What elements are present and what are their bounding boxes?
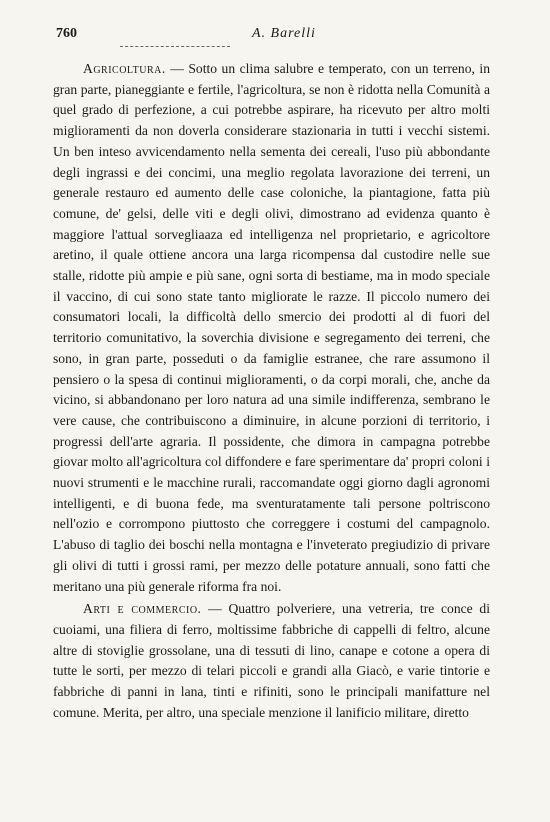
paragraph-text: — Quattro polveriere, una vetreria, tre conce di cuoiami, una filiera di ferro, moltissime fabbriche di cappelli di feltro, alcune altre di stoviglie grossolane, una di tessuti di lino, canape e cotone a opera di tutte le sorti, per mezzo di telari piccoli e grandi alla Giacò, e varie tintorie e fabbriche di panni in lana, tinti e rifiniti, sono le principali manifatture nel comune. Merita, per altro, una speciale menzione il lanificio militare, diretto — [53, 601, 490, 720]
page-header — [56, 26, 496, 46]
paragraph-agricoltura — [53, 59, 490, 597]
paragraph-text: — Sotto un clima salubre e temperato, con un terreno, in gran parte, pianeggiante e fertile, l'agricoltura, se non è ridotta nella Comunità a quel grado di perfezione, a cui potrebbe aspirare, ha ricevuto per altro molti miglioramenti da non doverla considerare stazionaria in tutti i vecchi sistemi. Un ben inteso avvicendamento nella sementa dei cereali, l'uso più abbondante degli ingrassi e dei concimi, una meglio regolata lavorazione dei terreni, un generale restauro ed aumento delle case coloniche, la piantagione, fatta più comune, de' gelsi, delle viti e degli olivi, dimostrano ad evidenza quanto è maggiore l'attual sorvegliaaza ed intelligenza nel proprietario, e agricoltore aretino, il quale ottiene ancora una larga ricompensa dal custodire nelle sue stalle, ridotte più ampie e più sane, ogni sorta di bestiame, ma in modo speciale il vaccino, di cui sono state tanto migliorate le razze. Il piccolo numero dei consumatori locali, la difficoltà dello smercio dei prodotti al di fuori del territorio comunitativo, la soverchia divisione e segregamento dei terreni, che sono, in gran parte, posseduti o da famiglie estranee, che rare assumono il pensiero o la spesa di continui miglioramenti, o da corpi morali, che, anche da vicino, si abbandonano per loro natura ad una simile indifferenza, sembrano le vere cause, che contribuiscono a diminuire, in alcune porzioni di territorio, i progressi dell'arte agraria. Il possidente, che dimora in campagna potrebbe giovar molto all'agricoltura col diffondere e fare sperimentare da' propri coloni i nuovi strumenti e le macchine rurali, raccomandate oggi giorno dagli agronomi intelligenti, e di buona fede, ma sventuratamente tali persone poltriscono nell'ozio e corrompono piuttosto che correggere i costumi del campagnolo. L'abuso di taglio dei boschi nella montagna e l'inveterato pregiudizio di privare gli olivi di tutti i grossi rami, per mezzo delle potature annuali, sono fatti che meritano una più generale riforma fra noi. — [53, 61, 490, 594]
section-heading-agricoltura: Agricoltura. — [83, 61, 166, 76]
paragraph-arti-commercio — [53, 599, 490, 723]
section-heading-arti-commercio: Arti e commercio. — [83, 601, 202, 617]
running-head: A. Barelli — [252, 26, 316, 41]
body-text — [53, 59, 490, 724]
header-rule — [120, 46, 230, 47]
page-number: 760 — [56, 26, 77, 41]
